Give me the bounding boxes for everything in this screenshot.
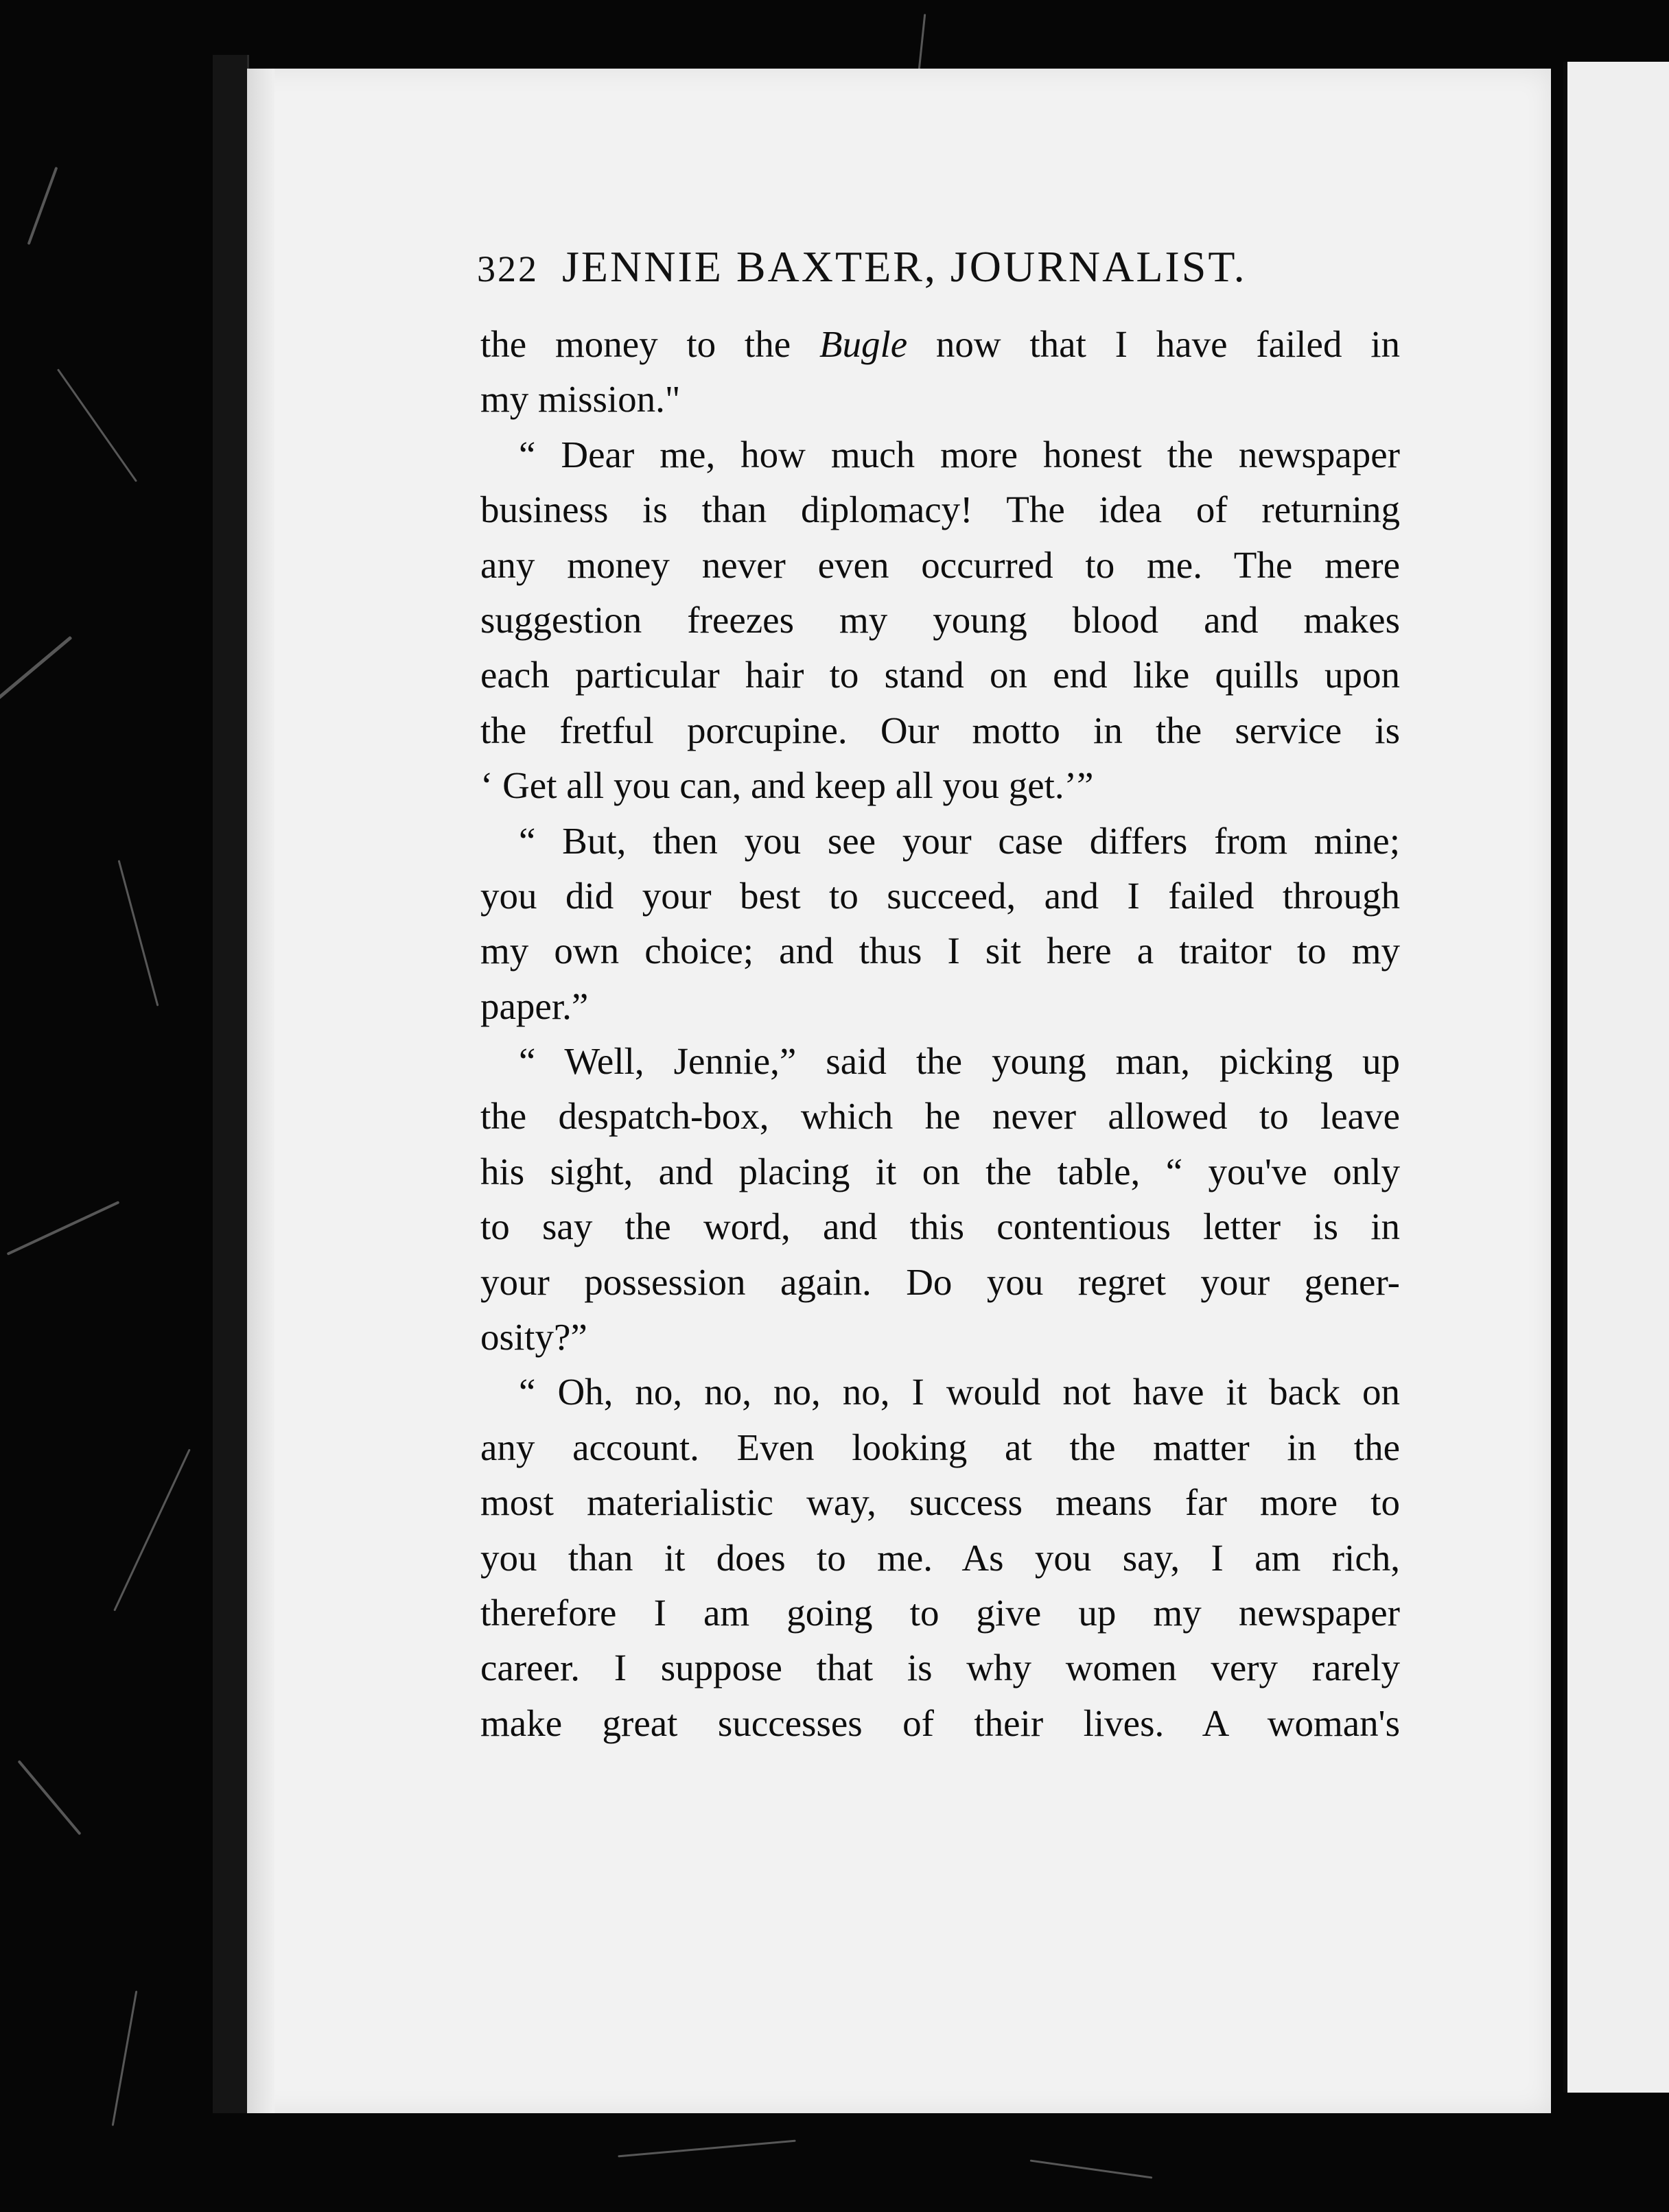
newspaper-name: Bugle [819,323,908,365]
text-line: make great successes of their lives. A woman's [480,1702,1400,1744]
text-line: my own choice; and thus I sit here a traitor to my [480,930,1400,972]
text-line: the money to the Bugle now that I have failed in [480,323,1400,365]
text-line: “ Well, Jennie,” said the young man, picking up [519,1040,1400,1083]
running-header [477,242,1410,303]
scratch-mark [113,1449,191,1612]
body-text [480,317,1400,1751]
scratch-mark [1030,2159,1153,2178]
running-title: JENNIE BAXTER, JOURNALIST. [562,242,1247,291]
text-line: my mission." [480,378,681,421]
scratch-mark [17,1760,81,1835]
text-line: business is than diplomacy! The idea of returning [480,489,1400,531]
text-line: ‘ Get all you can, and keep all you get.’” [480,764,1094,807]
text-line: each particular hair to stand on end like quills upon [480,654,1400,696]
page-number: 322 [477,248,539,290]
text-line: your possession again. Do you regret your gener- [480,1260,1400,1303]
text-line: his sight, and placing it on the table, “ you've only [480,1150,1400,1192]
adjacent-page-sliver [1563,62,1669,2093]
text-line: any account. Even looking at the matter in the [480,1426,1400,1468]
text-line: the despatch-box, which he never allowed to leave [480,1095,1400,1138]
text-line: you did your best to succeed, and I failed through [480,874,1400,917]
page-edge-shadow [247,69,275,2113]
text-line: osity?” [480,1316,587,1358]
text-line: “ Oh, no, no, no, no, I would not have it back on [519,1371,1400,1413]
text-line: career. I suppose that is why women very rarely [480,1647,1400,1689]
text-line: most materialistic way, success means far more to [480,1481,1400,1524]
scratch-mark [112,1990,138,2126]
text-line: any money never even occurred to me. The mere [480,543,1400,586]
text-line: “ But, then you see your case differs from mine; [519,819,1400,862]
scratch-mark [618,2140,795,2158]
text-line: “ Dear me, how much more honest the newspaper [519,433,1400,475]
text-line: paper.” [480,985,589,1027]
text-line: the fretful porcupine. Our motto in the service is [480,709,1400,751]
text-line: to say the word, and this contentious letter is in [480,1205,1400,1248]
scratch-mark [0,636,72,709]
text-line: therefore I am going to give up my newspaper [480,1591,1400,1634]
scratch-mark [27,167,58,245]
book-spine [213,55,249,2113]
scratch-mark [57,368,137,482]
text-line: you than it does to me. As you say, I am rich, [480,1536,1400,1579]
scratch-mark [118,860,159,1006]
text-line: suggestion freezes my young blood and makes [480,598,1400,641]
scratch-mark [7,1201,120,1256]
